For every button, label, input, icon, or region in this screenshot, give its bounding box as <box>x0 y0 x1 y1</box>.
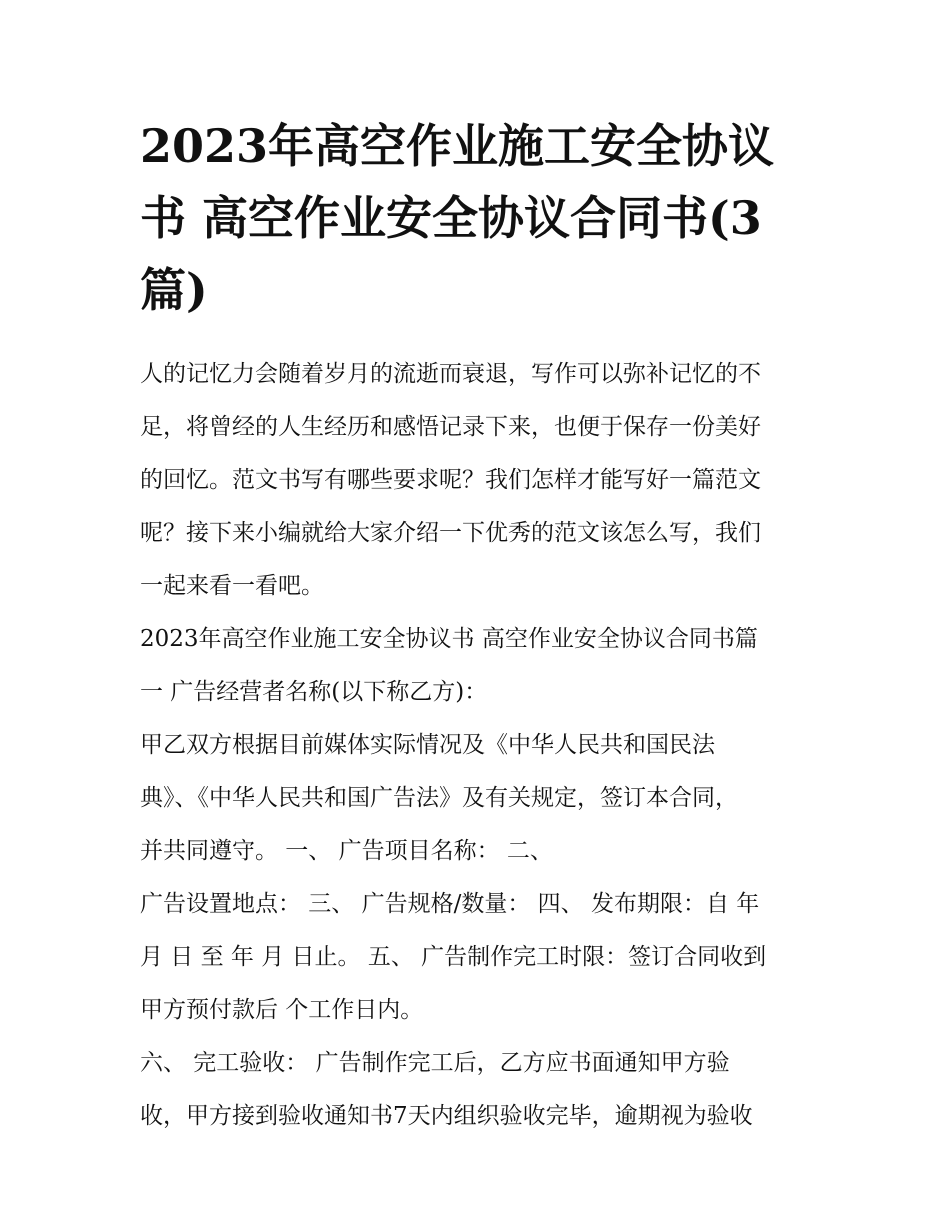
contract-preamble-paragraph <box>140 719 812 878</box>
title-line: 2023年高空作业施工安全协议 <box>140 119 775 173</box>
text-line: 甲方预付款后 个工作日内。 <box>140 997 424 1023</box>
section-heading-paragraph <box>140 613 812 719</box>
text-line: 2023年高空作业施工安全协议书 高空作业安全协议合同书篇 <box>140 626 758 652</box>
text-line: 足，将曾经的人生经历和感悟记录下来，也便于保存一份美好 <box>140 414 761 440</box>
document-page <box>140 110 812 1143</box>
text-line: 六、 完工验收： 广告制作完工后，乙方应书面通知甲方验 <box>140 1050 730 1076</box>
text-line: 呢？接下来小编就给大家介绍一下优秀的范文该怎么写，我们 <box>140 520 761 546</box>
text-line: 一 广告经营者名称(以下称乙方)： <box>140 679 488 705</box>
text-line: 的回忆。范文书写有哪些要求呢？我们怎样才能写好一篇范文 <box>140 467 761 493</box>
title-line: 篇) <box>140 263 208 317</box>
text-line: 典》、《中华人民共和国广告法》及有关规定，签订本合同， <box>140 785 738 811</box>
title-line: 书 高空作业安全协议合同书(3 <box>140 191 762 245</box>
document-title <box>140 110 812 326</box>
document-body <box>140 348 812 1143</box>
text-line: 广告设置地点： 三、 广告规格/数量： 四、 发布期限：自 年 <box>140 891 760 917</box>
text-line: 月 日 至 年 月 日止。 五、 广告制作完工时限：签订合同收到 <box>140 944 767 970</box>
text-line: 甲乙双方根据目前媒体实际情况及《中华人民共和国民法 <box>140 732 715 758</box>
acceptance-paragraph <box>140 1037 812 1143</box>
contract-terms-paragraph <box>140 878 812 1037</box>
text-line: 收，甲方接到验收通知书7天内组织验收完毕，逾期视为验收 <box>140 1103 753 1129</box>
text-line: 并共同遵守。 一、 广告项目名称： 二、 <box>140 838 553 864</box>
text-line: 一起来看一看吧。 <box>140 573 324 599</box>
intro-paragraph <box>140 348 812 613</box>
text-line: 人的记忆力会随着岁月的流逝而衰退，写作可以弥补记忆的不 <box>140 361 761 387</box>
